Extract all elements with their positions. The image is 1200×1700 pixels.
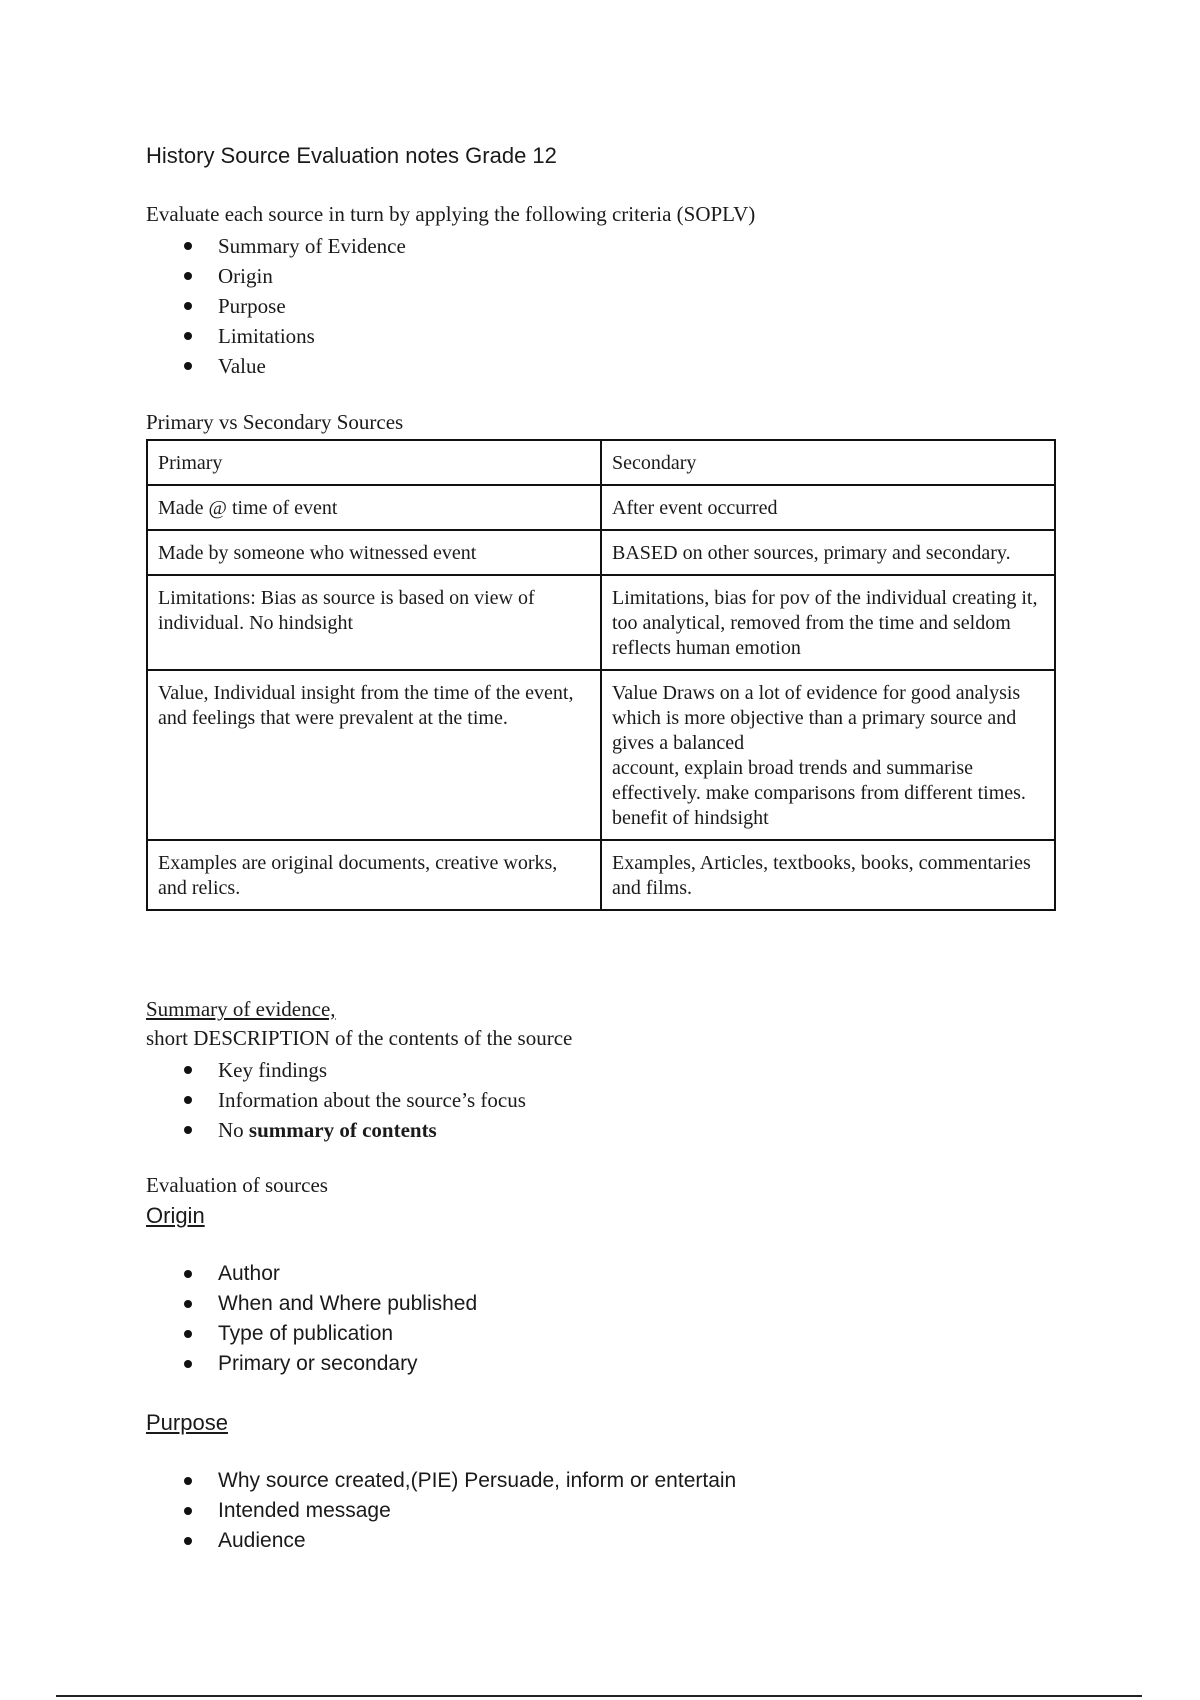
bullet-icon xyxy=(184,242,192,250)
list-item: Purpose xyxy=(146,291,406,321)
list-item: Key findings xyxy=(146,1055,526,1085)
intro-text: Evaluate each source in turn by applying the following criteria (SOPLV) xyxy=(146,202,756,226)
bullet-icon xyxy=(184,272,192,280)
table-cell: Limitations: Bias as source is based on view of individual. No hindsight xyxy=(147,575,601,670)
table-cell: Limitations, bias for pov of the individual creating it, too analytical, removed from the time and seldom reflects human emotion xyxy=(601,575,1055,670)
table-cell: Made @ time of event xyxy=(147,485,601,530)
bullet-icon xyxy=(184,1096,192,1104)
list-item: When and Where published xyxy=(146,1289,477,1319)
table-cell: Value Draws on a lot of evidence for good analysis which is more objective than a primary source and gives a balanced account, explain broad trends and summarise effectively. make comparisons from different times. benefit of hindsight xyxy=(601,670,1055,840)
list-item: Limitations xyxy=(146,321,406,351)
bullet-icon xyxy=(184,1477,192,1485)
table-cell: Value, Individual insight from the time of the event, and feelings that were prevalent at the time. xyxy=(147,670,601,840)
list-item: Type of publication xyxy=(146,1319,477,1349)
table-row xyxy=(147,670,1055,840)
table-cell: Examples are original documents, creative works, and relics. xyxy=(147,840,601,910)
bullet-icon xyxy=(184,1300,192,1308)
purpose-list xyxy=(146,1466,736,1556)
table-cell: BASED on other sources, primary and secondary. xyxy=(601,530,1055,575)
table-row xyxy=(147,485,1055,530)
bullet-icon xyxy=(184,362,192,370)
list-item: Origin xyxy=(146,261,406,291)
list-item: Value xyxy=(146,351,406,381)
bullet-icon xyxy=(184,1330,192,1338)
table-row xyxy=(147,840,1055,910)
bullet-icon xyxy=(184,1270,192,1278)
table-caption: Primary vs Secondary Sources xyxy=(146,410,404,434)
bullet-icon xyxy=(184,1066,192,1074)
table-cell: Secondary xyxy=(601,440,1055,485)
comparison-table xyxy=(146,439,1056,911)
origin-list xyxy=(146,1259,477,1379)
table-cell: Primary xyxy=(147,440,601,485)
summary-list xyxy=(146,1055,526,1145)
table-cell: Examples, Articles, textbooks, books, commentaries and films. xyxy=(601,840,1055,910)
table-cell: After event occurred xyxy=(601,485,1055,530)
table-row xyxy=(147,530,1055,575)
list-item: Primary or secondary xyxy=(146,1349,477,1379)
bullet-icon xyxy=(184,1537,192,1545)
bullet-icon xyxy=(184,1507,192,1515)
table-row xyxy=(147,575,1055,670)
summary-description: short DESCRIPTION of the contents of the source xyxy=(146,1026,573,1050)
footer-divider xyxy=(56,1695,1142,1697)
bullet-icon xyxy=(184,332,192,340)
origin-heading: Origin xyxy=(146,1203,205,1228)
criteria-list xyxy=(146,231,406,381)
list-item: Audience xyxy=(146,1526,736,1556)
list-item: No summary of contents xyxy=(146,1115,526,1145)
list-item: Summary of Evidence xyxy=(146,231,406,261)
purpose-heading: Purpose xyxy=(146,1410,228,1435)
list-item: Author xyxy=(146,1259,477,1289)
list-item: Intended message xyxy=(146,1496,736,1526)
list-item: Why source created,(PIE) Persuade, inform or entertain xyxy=(146,1466,736,1496)
table-cell: Made by someone who witnessed event xyxy=(147,530,601,575)
bullet-icon xyxy=(184,1126,192,1134)
summary-heading: Summary of evidence, xyxy=(146,997,336,1021)
bullet-icon xyxy=(184,1360,192,1368)
table-row xyxy=(147,440,1055,485)
list-item: Information about the source’s focus xyxy=(146,1085,526,1115)
page-title: History Source Evaluation notes Grade 12 xyxy=(146,143,557,168)
evaluation-heading: Evaluation of sources xyxy=(146,1173,328,1197)
bullet-icon xyxy=(184,302,192,310)
